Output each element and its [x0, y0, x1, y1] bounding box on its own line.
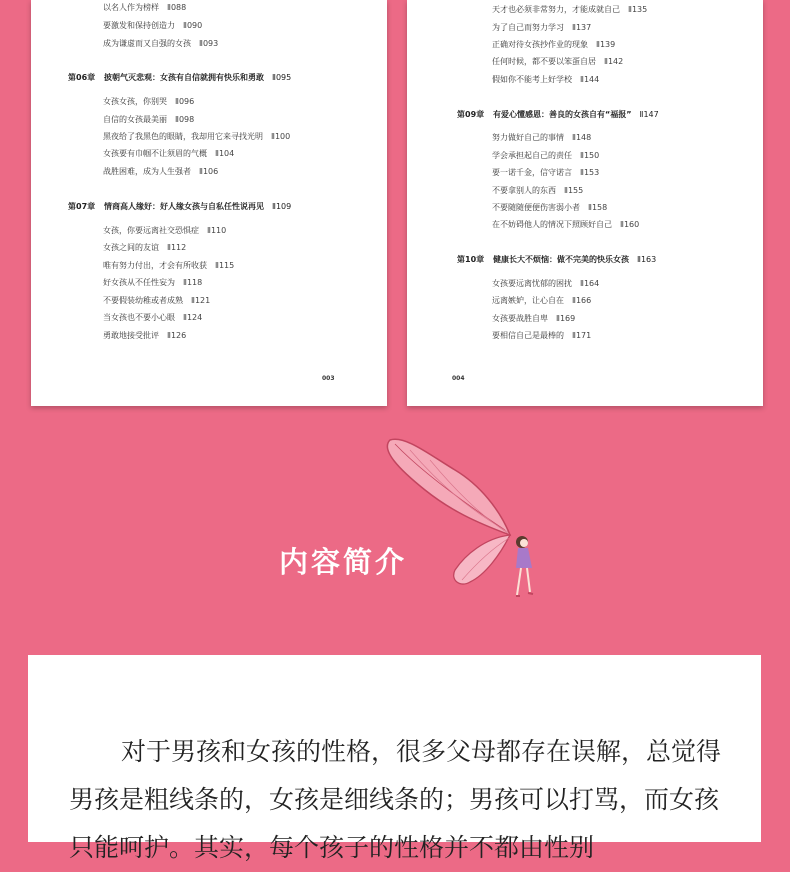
toc-item: 要相信自己是最棒的 Ⅱ171 [492, 331, 592, 340]
toc-item: 女孩要远离忧郁的困扰 Ⅱ164 [492, 279, 600, 288]
toc-item: 当女孩也不要小心眼 Ⅱ124 [103, 313, 203, 322]
chapter-heading: 第10章 健康长大不烦恼：做不完美的快乐女孩 Ⅱ163 [457, 255, 657, 264]
intro-card [28, 655, 761, 862]
toc-item: 女孩要有巾帼不让须眉的气概 Ⅱ104 [103, 149, 235, 158]
toc-item: 在不妨碍他人的情况下照顾好自己 Ⅱ160 [492, 220, 640, 229]
toc-item: 自信的女孩最美丽 Ⅱ098 [103, 115, 195, 124]
toc-item: 任何时候，都不要以笨蛋自居 Ⅱ142 [492, 57, 624, 66]
toc-item: 要一诺千金，信守诺言 Ⅱ153 [492, 168, 600, 177]
toc-item: 天才也必须非常努力，才能成就自己 Ⅱ135 [492, 5, 648, 14]
toc-item: 黑夜给了我黑色的眼睛，我却用它来寻找光明 Ⅱ100 [103, 132, 291, 141]
fairy-dress-icon [516, 548, 532, 568]
section-title: 内容简介 [279, 545, 408, 579]
toc-item: 学会承担起自己的责任 Ⅱ150 [492, 151, 600, 160]
toc-item: 唯有努力付出，才会有所收获 Ⅱ115 [103, 261, 235, 270]
toc-item: 为了自己而努力学习 Ⅱ137 [492, 23, 592, 32]
toc-item: 女孩女孩，你别哭 Ⅱ096 [103, 97, 195, 106]
toc-item: 不要拿别人的东西 Ⅱ155 [492, 186, 584, 195]
toc-item: 勇敢地接受批评 Ⅱ126 [103, 331, 187, 340]
toc-item: 不要假装幼稚或者成熟 Ⅱ121 [103, 296, 211, 305]
toc-item: 要激发和保持创造力 Ⅱ090 [103, 21, 203, 30]
toc-item: 女孩要战胜自卑 Ⅱ169 [492, 314, 576, 323]
chapter-heading: 第06章 披朝气灭悲观：女孩有自信就拥有快乐和勇敢 Ⅱ095 [68, 73, 292, 82]
page-number: 004 [452, 375, 465, 382]
toc-item: 好女孩从不任性妄为 Ⅱ118 [103, 278, 203, 287]
chapter-heading: 第09章 有爱心懂感恩：善良的女孩自有“福报” Ⅱ147 [457, 110, 659, 119]
toc-item: 不要随随便便伤害弱小者 Ⅱ158 [492, 203, 608, 212]
toc-item: 假如你不能考上好学校 Ⅱ144 [492, 75, 600, 84]
intro-paragraph: 对于男孩和女孩的性格，很多父母都存在误解，总觉得男孩是粗线条的，女孩是细线条的；男孩可以打骂，而女孩只能呵护。其实，每个孩子的性格并不都由性别 [69, 737, 722, 862]
toc-item: 远离嫉妒，让心自在 Ⅱ166 [492, 296, 592, 305]
toc-item: 战胜困难，成为人生强者 Ⅱ106 [103, 167, 219, 176]
toc-item: 女孩，你要远离社交恐惧症 Ⅱ110 [103, 226, 227, 235]
page-number: 003 [322, 375, 335, 382]
toc-item: 努力做好自己的事情 Ⅱ148 [492, 133, 592, 142]
toc-item: 以名人作为榜样 Ⅱ088 [103, 3, 187, 12]
toc-page-right [407, 0, 763, 406]
toc-item: 女孩之间的友谊 Ⅱ112 [103, 243, 187, 252]
butterfly-fairy-icon [370, 430, 550, 610]
toc-item: 正确对待女孩抄作业的现象 Ⅱ139 [492, 40, 616, 49]
toc-item: 成为谦虚而又自强的女孩 Ⅱ093 [103, 39, 219, 48]
chapter-heading: 第07章 情商高人缘好：好人缘女孩与自私任性说再见 Ⅱ109 [68, 202, 292, 211]
toc-page-left [31, 0, 387, 406]
